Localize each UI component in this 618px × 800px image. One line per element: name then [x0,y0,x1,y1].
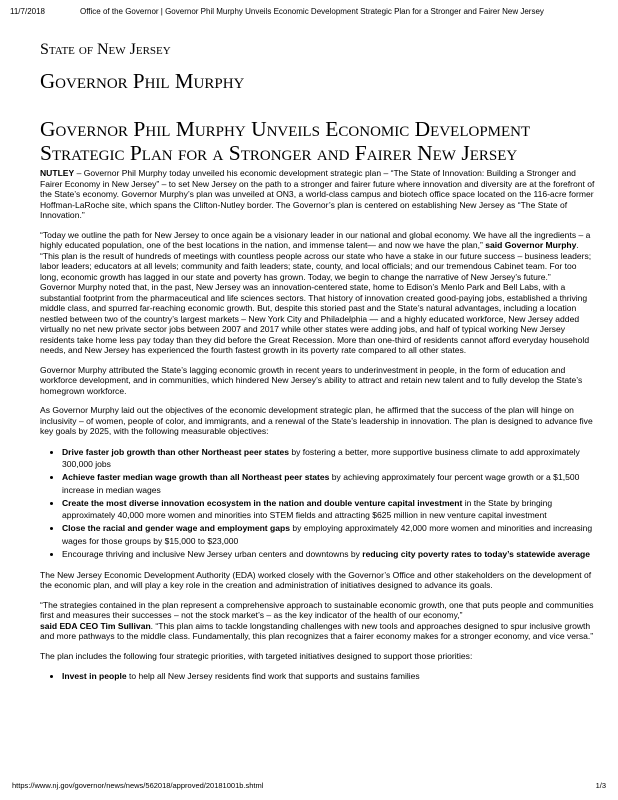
list-item: • Drive faster job growth than other Northeast peer states by fostering a better, more supportive business climate to add approximately 300,000 jobs [62,446,596,472]
print-date: 11/7/2018 [10,7,45,16]
list-item: • Invest in people to help all New Jersey residents find work that supports and sustains families [62,670,596,683]
page-url: https://www.nj.gov/governor/news/news/562018/approved/20181001b.shtml [12,781,264,790]
goals-list [40,446,596,561]
paragraph-underinvestment: Governor Murphy attributed the State’s lagging economic growth in recent years to underinvestment in people, in the form of education and workforce development, and in communities, which hindered New Jersey’s ability to attract and retain new talent and to fully develop the State’s homegrown workforce. [40,364,583,396]
paragraph-eda-quote: “The strategies contained in the plan represent a comprehensive approach to sustainable economic growth, one that puts people and communities first and measures their successes – not the stock market’s – as the key indicator of the health of our economy,” said EDA CEO Tim Sullivan. “This plan aims to tackle longstanding challenges with new tools and approaches designed to spur inclusive growth and more pathways to the middle class. Fundamentally, this plan recognizes that a fairer economy makes for a stronger economy, and vice versa.” [40,599,594,642]
page-number: 1/3 [595,781,606,790]
paragraph-objectives: As Governor Murphy laid out the objectives of the economic development strategic plan, he affirmed that the success of the plan will hinge on inclusivity – of women, people of color, and immigrants, and a renewal of the State’s leadership in innovation. The plan is designed to advance five key goals by 2025, with the following measurable objectives: [40,405,593,436]
paragraph-priorities: The plan includes the following four strategic priorities, with targeted initiatives designed to support those priorities: [40,650,473,661]
list-item: • Create the most diverse innovation ecosystem in the nation and double venture capital investment in the State by bringing approximately 40,000 more women and minorities into STEM fields and attracting $625 million in new venture capital investment [62,497,596,523]
priorities-list [40,670,596,683]
article-body [40,168,596,692]
paragraph-history: Governor Murphy noted that, in the past, New Jersey was an innovation-centered state, home to Edison’s Menlo Park and Bell Labs, with a substantial footprint from the pharmaceutical and life sciences sectors. That history of innovation created good-paying jobs, established a thriving middle class, and spurred far-reaching economic growth. But, despite this storied past and the State’s natural advantages, including a location nestled between two of the country’s largest markets – New York City and Philadelphia — and a highly educated workforce, New Jersey added virtually no net new private sector jobs between 2007 and 2017 while other states were adding jobs, and half of typical working New Jersey residents take home less pay today than they did before the Great Recession. More than one-third of residents cannot afford everyday household needs, and New Jersey has experienced the fourth fastest growth in its poverty rate compared to all other states. [40,282,590,355]
print-page-title: Office of the Governor | Governor Phil Murphy Unveils Economic Development Strategic Plan for a Stronger and Fairer New Jersey [80,7,544,16]
article-headline: Governor Phil Murphy Unveils Economic Development Strategic Plan for a Stronger and Fairer New Jersey [40,117,531,165]
list-item: • Encourage thriving and inclusive New Jersey urban centers and downtowns by reducing city poverty rates to today’s statewide average [62,548,596,561]
state-of-new-jersey-link[interactable]: State of New Jersey [40,41,171,58]
paragraph-eda: The New Jersey Economic Development Authority (EDA) worked closely with the Governor’s Office and other stakeholders on the development of the economic plan, and will play a key role in the creation and administration of initiatives designed to advance its goals. [40,569,592,591]
speaker-attribution: said Governor Murphy [482,240,577,250]
print-header [10,5,608,19]
list-item: • Achieve faster median wage growth than all Northeast peer states by achieving approximately four percent wage growth or a $1,500 increase in median wages [62,471,596,497]
speaker-attribution: said EDA CEO Tim Sullivan [40,620,151,631]
print-footer [12,780,606,792]
dateline: NUTLEY [40,168,75,178]
list-item: • Close the racial and gender wage and employment gaps by employing approximately 42,000 more women and minorities and increasing wages for those groups by $15,000 to $23,000 [62,522,596,548]
governor-name-link[interactable]: Governor Phil Murphy [40,69,245,93]
paragraph-intro: NUTLEY – Governor Phil Murphy today unveiled his economic development strategic plan – “The State of Innovation: Building a Stronger and Fairer Economy in New Jersey” – to set New Jersey on the path to a stronger and fairer future where innovation and diversity are at the forefront of the State’s economy. Governor Murphy’s plan was unveiled at ON3, a world-class campus and biotech office space located on the 116-acre former Hoffman-LaRoche site, which spans the Clifton-Nutley border. The Governor’s plan is centered on establishing New Jersey as “The State of Innovation.” [40,168,595,220]
paragraph-governor-quote: “Today we outline the path for New Jersey to once again be a visionary leader in our national and global economy. We have all the ingredients – a highly educated population, one of the best locations in the nation, and immense talent— and now we have the plan,” said Governor Murphy. “This plan is the result of hundreds of meetings with countless people across our state who have a stake in our future success – business leaders; labor leaders; educators at all levels; community and faith leaders; state, county, and local officials; and our tremendous Cabinet team. For too long, economic growth has lagged in our state and poverty has grown. Today, we begin to change the narrative of New Jersey’s future.” [40,229,592,282]
